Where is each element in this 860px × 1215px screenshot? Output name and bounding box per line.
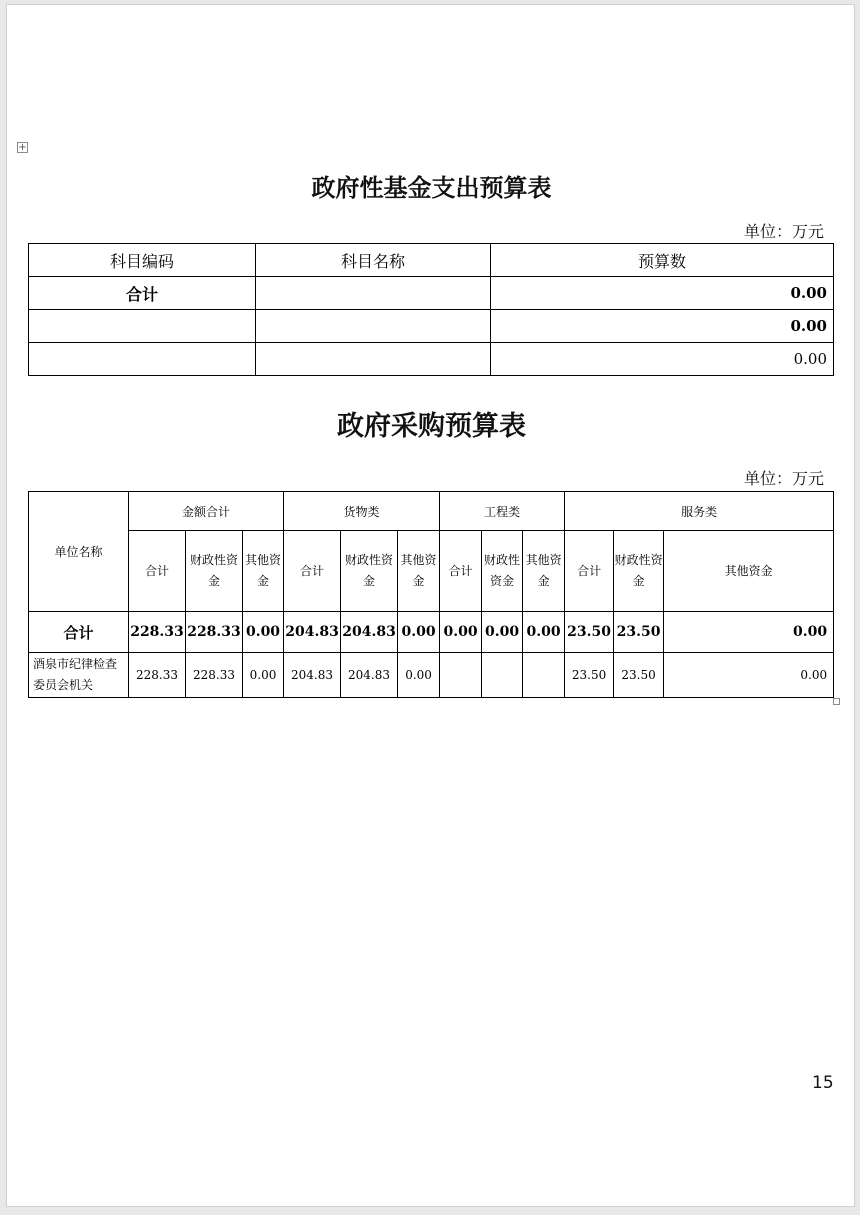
table-row: [29, 653, 834, 698]
value-cell: [440, 653, 482, 698]
value-cell: 228.33: [129, 653, 186, 698]
subject-code-cell: [29, 343, 256, 376]
sub-header-total: 合计: [565, 531, 614, 612]
table-row: [29, 310, 834, 343]
sub-header-fiscal: 财政性资金: [614, 531, 664, 612]
header-unit-name: 单位名称: [29, 492, 129, 612]
value-cell: 23.50: [614, 612, 664, 653]
sub-header-total: 合计: [440, 531, 482, 612]
page-number: 15: [812, 1073, 834, 1093]
group-header-engineering: 工程类: [440, 492, 565, 531]
amount-cell: 0.00: [491, 277, 834, 310]
value-cell: 0.00: [523, 612, 565, 653]
group-header-row: [29, 492, 834, 531]
procurement-title: 政府采购预算表: [337, 411, 526, 442]
sub-header-fiscal: 财政性资金: [341, 531, 398, 612]
table-row: [29, 277, 834, 310]
fund-expenditure-unit: 单位：万元: [743, 222, 824, 241]
sub-header-fiscal: 财政性资金: [186, 531, 243, 612]
group-header-total: 金额合计: [129, 492, 284, 531]
value-cell: 0.00: [243, 612, 284, 653]
table-move-handle-icon[interactable]: +: [18, 142, 27, 153]
value-cell: 228.33: [129, 612, 186, 653]
header-budget-amount: 预算数: [491, 244, 834, 277]
value-cell: 23.50: [614, 653, 664, 698]
sub-header-total: 合计: [284, 531, 341, 612]
subject-code-cell: [29, 310, 256, 343]
table-row: [29, 343, 834, 376]
table-header-row: [29, 244, 834, 277]
sub-header-other: 其他资金: [243, 531, 284, 612]
header-subject-name: 科目名称: [256, 244, 491, 277]
value-cell: 0.00: [398, 653, 440, 698]
fund-expenditure-title: 政府性基金支出预算表: [311, 173, 552, 202]
sub-header-other: 其他资金: [398, 531, 440, 612]
total-row: [29, 612, 834, 653]
value-cell: 0.00: [398, 612, 440, 653]
unit-name-cell: 酒泉市纪律检查委员会机关: [29, 653, 129, 698]
amount-cell: 0.00: [491, 343, 834, 376]
procurement-unit: 单位：万元: [743, 469, 824, 488]
fund-expenditure-table: [28, 243, 834, 376]
subject-name-cell: [256, 343, 491, 376]
subject-name-cell: [256, 277, 491, 310]
table-resize-handle[interactable]: [833, 698, 840, 705]
total-label: 合计: [29, 612, 129, 653]
value-cell: 228.33: [186, 612, 243, 653]
value-cell: 23.50: [565, 653, 614, 698]
value-cell: [482, 653, 523, 698]
value-cell: 0.00: [482, 612, 523, 653]
value-cell: 204.83: [341, 653, 398, 698]
subject-name-cell: [256, 310, 491, 343]
value-cell: 23.50: [565, 612, 614, 653]
value-cell: 228.33: [186, 653, 243, 698]
value-cell: [523, 653, 565, 698]
value-cell: 204.83: [284, 653, 341, 698]
sub-header-row: [29, 531, 834, 612]
group-header-services: 服务类: [565, 492, 834, 531]
value-cell: 0.00: [440, 612, 482, 653]
amount-cell: 0.00: [491, 310, 834, 343]
procurement-table: [28, 491, 834, 698]
value-cell: 204.83: [341, 612, 398, 653]
total-label: 合计: [29, 277, 256, 310]
sub-header-total: 合计: [129, 531, 186, 612]
group-header-goods: 货物类: [284, 492, 440, 531]
value-cell: 0.00: [664, 612, 834, 653]
value-cell: 0.00: [243, 653, 284, 698]
sub-header-fiscal: 财政性资金: [482, 531, 523, 612]
header-subject-code: 科目编码: [29, 244, 256, 277]
document-page: [6, 4, 855, 1207]
value-cell: 204.83: [284, 612, 341, 653]
value-cell: 0.00: [664, 653, 834, 698]
sub-header-other: 其他资金: [523, 531, 565, 612]
sub-header-other: 其他资金: [664, 531, 834, 612]
